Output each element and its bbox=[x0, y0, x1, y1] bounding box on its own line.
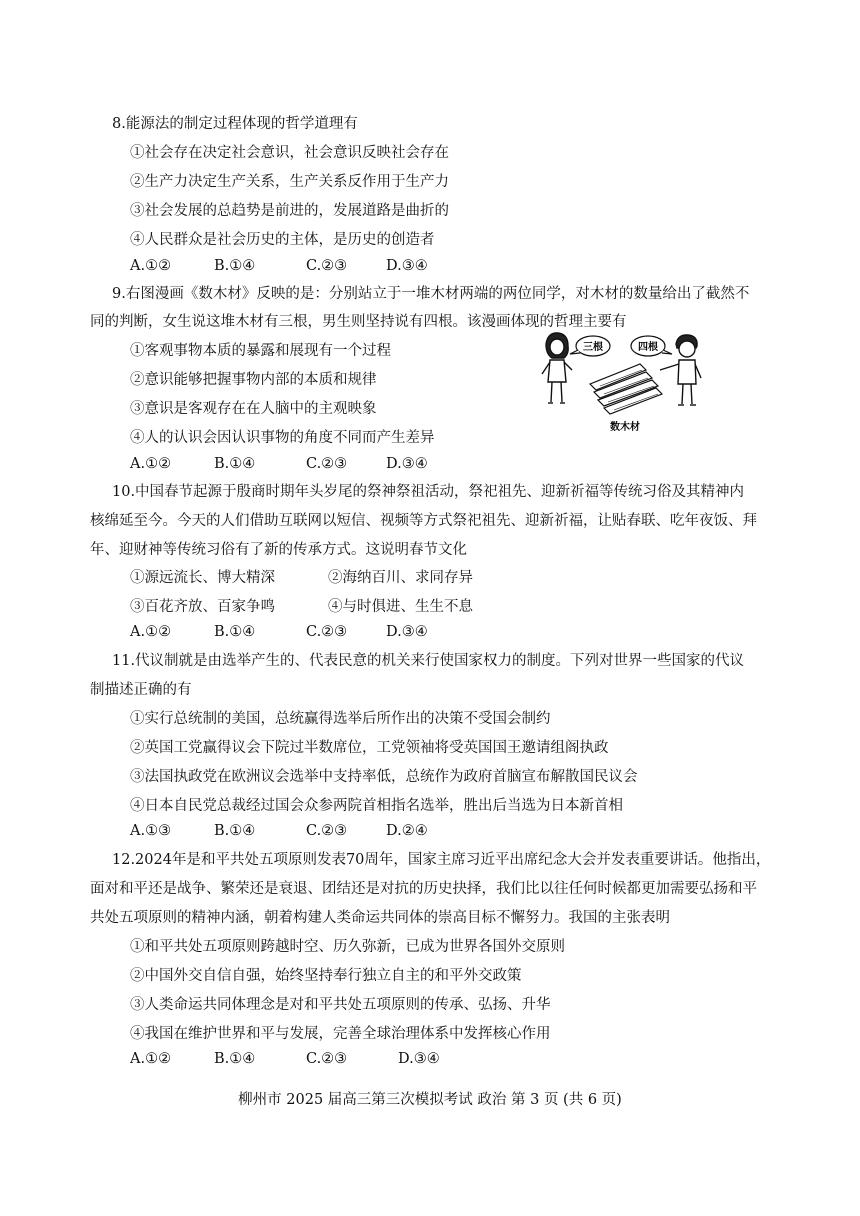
q12-stem-line-1: 12.2024年是和平共处五项原则发表70周年，国家主席习近平出席纪念大会并发表重要讲话。他指出， bbox=[112, 852, 771, 868]
q8-option-1: ①社会存在决定社会意识，社会意识反映社会存在 bbox=[130, 145, 449, 161]
girl-figure bbox=[542, 333, 572, 403]
q8-option-3: ③社会发展的总趋势是前进的，发展道路是曲折的 bbox=[130, 203, 449, 219]
q11-choice-c: C.②③ bbox=[306, 823, 348, 839]
q11-choice-a: A.①③ bbox=[130, 823, 172, 839]
q8-choice-b: B.①④ bbox=[214, 258, 256, 274]
q11-option-3: ③法国执政党在欧洲议会选举中支持率低，总统作为政府首脑宣布解散国民议会 bbox=[130, 769, 638, 785]
counting-wood-cartoon bbox=[538, 330, 712, 436]
q12-choice-d: D.③④ bbox=[398, 1051, 440, 1067]
q8-option-2: ②生产力决定生产关系，生产关系反作用于生产力 bbox=[130, 174, 449, 190]
q9-choice-c: C.②③ bbox=[306, 456, 348, 472]
q10-option-1: ①源远流长、博大精深 bbox=[130, 570, 275, 586]
q9-stem-line-2: 同的判断，女生说这堆木材有三根，男生则坚持说有四根。该漫画体现的哲理主要有 bbox=[90, 314, 627, 330]
q11-stem-line-2: 制描述正确的有 bbox=[90, 682, 192, 698]
speech-bubble-right bbox=[631, 336, 672, 356]
q12-stem-line-2: 面对和平还是战争、繁荣还是衰退、团结还是对抗的历史抉择，我们比以往任何时候都更加需要弘扬和平 bbox=[90, 881, 757, 897]
bubble-right-text: 四根 bbox=[638, 342, 658, 353]
page-footer: 柳州市 2025 届高三第三次模拟考试 政治 第 3 页 (共 6 页) bbox=[238, 1092, 622, 1108]
q11-option-1: ①实行总统制的美国，总统赢得选举后所作出的决策不受国会制约 bbox=[130, 711, 551, 727]
q11-option-4: ④日本自民党总裁经过国会众参两院首相指名选举，胜出后当选为日本新首相 bbox=[130, 798, 623, 814]
q9-choice-a: A.①② bbox=[130, 456, 172, 472]
q10-option-3: ③百花齐放、百家争鸣 bbox=[130, 599, 275, 615]
q10-options-row-1 bbox=[130, 568, 473, 588]
q12-choice-a: A.①② bbox=[130, 1051, 172, 1067]
q12-option-4: ④我国在维护世界和平与发展，完善全球治理体系中发挥核心作用 bbox=[130, 1026, 551, 1042]
cartoon-caption: 数木材 bbox=[610, 422, 640, 433]
q12-stem-line-3: 共处五项原则的精神内涵，朝着构建人类命运共同体的崇高目标不懈努力。我国的主张表明 bbox=[90, 910, 670, 926]
q11-choice-d: D.②④ bbox=[386, 823, 428, 839]
q12-choices bbox=[130, 1049, 440, 1069]
q9-choice-d: D.③④ bbox=[386, 456, 428, 472]
bubble-left-text: 三根 bbox=[583, 342, 603, 353]
q11-stem-line-1: 11.代议制就是由选举产生的、代表民意的机关来行使国家权力的制度。下列对世界一些国家的代议 bbox=[112, 653, 745, 669]
q12-option-2: ②中国外交自信自强，始终坚持奉行独立自主的和平外交政策 bbox=[130, 968, 522, 984]
q9-choice-b: B.①④ bbox=[214, 456, 256, 472]
q8-choices bbox=[130, 256, 428, 276]
q9-option-1: ①客观事物本质的暴露和展现有一个过程 bbox=[130, 343, 391, 359]
q10-choice-c: C.②③ bbox=[306, 624, 348, 640]
q12-option-3: ③人类命运共同体理念是对和平共处五项原则的传承、弘扬、升华 bbox=[130, 997, 551, 1013]
q8-choice-d: D.③④ bbox=[386, 258, 428, 274]
q10-option-4: ④与时俱进、生生不息 bbox=[328, 599, 473, 615]
q12-choice-b: B.①④ bbox=[214, 1051, 256, 1067]
wood-logs bbox=[590, 364, 662, 414]
q12-choice-c: C.②③ bbox=[306, 1051, 348, 1067]
q8-option-4: ④人民群众是社会历史的主体，是历史的创造者 bbox=[130, 232, 435, 248]
boy-figure bbox=[660, 335, 701, 405]
q9-option-3: ③意识是客观存在在人脑中的主观映象 bbox=[130, 401, 377, 417]
q10-choice-d: D.③④ bbox=[386, 624, 428, 640]
q8-choice-c: C.②③ bbox=[306, 258, 348, 274]
q8-choice-a: A.①② bbox=[130, 258, 172, 274]
q10-stem-line-3: 年、迎财神等传统习俗有了新的传承方式。这说明春节文化 bbox=[90, 542, 467, 558]
q10-stem-line-1: 10.中国春节起源于殷商时期年头岁尾的祭神祭祖活动，祭祀祖先、迎新祈福等传统习俗及其精神内 bbox=[112, 484, 745, 500]
q9-stem-line-1: 9.右图漫画《数木材》反映的是：分别站立于一堆木材两端的两位同学，对木材的数量给出了截然不 bbox=[112, 286, 750, 302]
q9-option-4: ④人的认识会因认识事物的角度不同而产生差异 bbox=[130, 430, 435, 446]
q11-choices bbox=[130, 821, 428, 841]
q10-choice-a: A.①② bbox=[130, 624, 172, 640]
q10-options-row-2 bbox=[130, 597, 473, 617]
q9-option-2: ②意识能够把握事物内部的本质和规律 bbox=[130, 372, 377, 388]
q11-choice-b: B.①④ bbox=[214, 823, 256, 839]
q10-choice-b: B.①④ bbox=[214, 624, 256, 640]
q10-choices bbox=[130, 622, 428, 642]
q10-option-2: ②海纳百川、求同存异 bbox=[328, 570, 473, 586]
q9-choices bbox=[130, 454, 428, 474]
q8-stem: 8.能源法的制定过程体现的哲学道理有 bbox=[112, 116, 358, 132]
speech-bubble-left bbox=[570, 336, 610, 356]
q12-option-1: ①和平共处五项原则跨越时空、历久弥新，已成为世界各国外交原则 bbox=[130, 939, 565, 955]
q10-stem-line-2: 核绵延至今。今天的人们借助互联网以短信、视频等方式祭祀祖先、迎新祈福，让贴春联、吃年夜饭、拜 bbox=[90, 513, 757, 529]
q11-option-2: ②英国工党赢得议会下院过半数席位，工党领袖将受英国国王邀请组阁执政 bbox=[130, 740, 609, 756]
